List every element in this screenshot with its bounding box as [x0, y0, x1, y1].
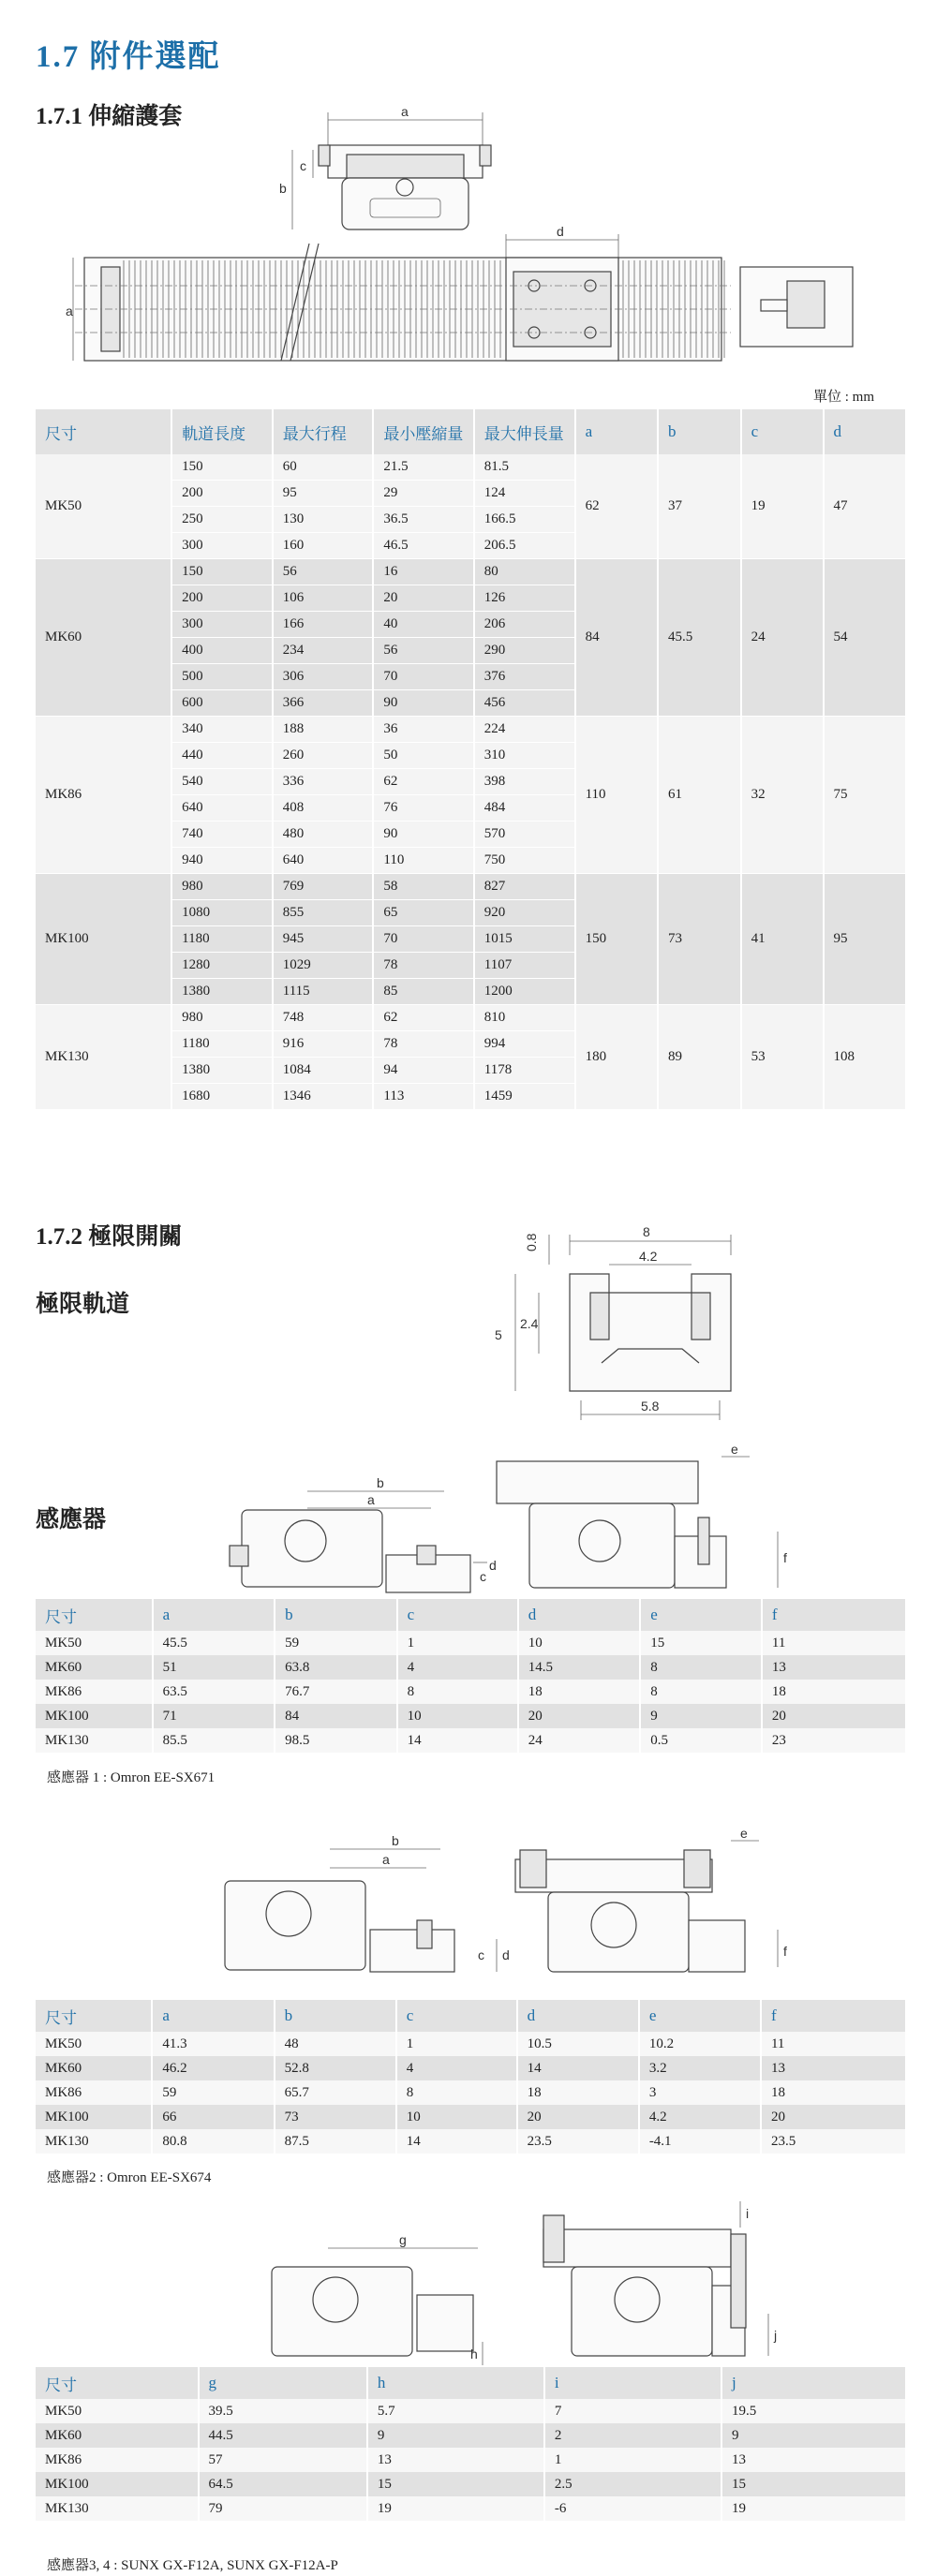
table-row — [36, 2496, 906, 2521]
sensor1-caption: 感應器 1 : Omron EE-SX671 — [47, 1770, 216, 1785]
th-f: f — [761, 2000, 906, 2032]
table-cell: 23.5 — [517, 2129, 639, 2154]
table-cell: 1115 — [273, 979, 374, 1005]
cell-a: 150 — [575, 874, 658, 1005]
table-cell: 10 — [518, 1631, 640, 1655]
table-cell: 1459 — [474, 1084, 575, 1110]
table-cell: 310 — [474, 743, 575, 769]
table-cell: 70 — [373, 664, 473, 690]
table-cell: 150 — [171, 559, 273, 585]
cell-c: 32 — [741, 717, 824, 874]
dim-b: b — [279, 181, 287, 196]
table-cell: 8 — [640, 1680, 762, 1704]
table-cell: 11 — [761, 2032, 906, 2056]
table-cell: 59 — [152, 2080, 274, 2105]
table-cell: 10 — [396, 2105, 517, 2129]
table-cell: 20 — [517, 2105, 639, 2129]
sensor3-caption: 感應器3, 4 : SUNX GX-F12A, SUNX GX-F12A-P — [47, 2558, 338, 2573]
table-cell: 90 — [373, 690, 473, 717]
cell-b: 73 — [658, 874, 741, 1005]
th-b: b — [275, 1599, 396, 1631]
table-cell: 70 — [373, 926, 473, 953]
table-cell: 234 — [273, 638, 374, 664]
cell-size: MK86 — [36, 717, 171, 874]
table-cell: 206 — [474, 612, 575, 638]
table-cell: 73 — [275, 2105, 396, 2129]
table-cell: 18 — [517, 2080, 639, 2105]
table-cell: 94 — [373, 1058, 473, 1084]
cell-a: 180 — [575, 1005, 658, 1110]
table-cell: 46.2 — [152, 2056, 274, 2080]
table-cell: 64.5 — [199, 2472, 367, 2496]
table-cell: 14 — [517, 2056, 639, 2080]
table-cell: MK50 — [36, 2399, 199, 2423]
th-a: a — [153, 1599, 275, 1631]
cell-c: 24 — [741, 559, 824, 717]
unit-label: 單位 : mm — [813, 390, 875, 405]
table-cell: 59 — [275, 1631, 396, 1655]
th-i: i — [544, 2367, 721, 2399]
table-cell: 41.3 — [152, 2032, 274, 2056]
table-cell: MK86 — [36, 2448, 199, 2472]
table-cell: 13 — [721, 2448, 906, 2472]
rail-dim-inner: 4.2 — [639, 1249, 658, 1264]
s3-dim-g: g — [399, 2232, 407, 2247]
table-cell: 1200 — [474, 979, 575, 1005]
table-cell: 20 — [373, 585, 473, 612]
th-size: 尺寸 — [36, 409, 171, 454]
table-cell: MK86 — [36, 2080, 152, 2105]
table-cell: 980 — [171, 874, 273, 900]
th-e: e — [640, 1599, 762, 1631]
s2-dim-e: e — [740, 1826, 748, 1841]
table-cell: 85.5 — [153, 1728, 275, 1753]
table-cell: 1180 — [171, 926, 273, 953]
table-cell: 9 — [721, 2423, 906, 2448]
s1-dim-e: e — [731, 1442, 738, 1457]
cell-a: 62 — [575, 454, 658, 559]
table-row — [36, 2472, 906, 2496]
table-cell: 408 — [273, 795, 374, 822]
rail-dim-h: 5 — [495, 1327, 502, 1342]
table-cell: 7 — [544, 2399, 721, 2423]
table-cell: 14 — [397, 1728, 518, 1753]
table-cell: 106 — [273, 585, 374, 612]
table-cell: 290 — [474, 638, 575, 664]
table-cell: 51 — [153, 1655, 275, 1680]
table-cell: 65 — [373, 900, 473, 926]
table-cell: 90 — [373, 822, 473, 848]
table-cell: 484 — [474, 795, 575, 822]
th-e: e — [639, 2000, 761, 2032]
cell-size: MK60 — [36, 559, 171, 717]
table-cell: 84 — [275, 1704, 396, 1728]
table-cell: 827 — [474, 874, 575, 900]
table-cell: 126 — [474, 585, 575, 612]
table-cell: 21.5 — [373, 454, 473, 481]
table-cell: 76 — [373, 795, 473, 822]
table-cell: 340 — [171, 717, 273, 743]
th-b: b — [275, 2000, 396, 2032]
th-a: a — [152, 2000, 274, 2032]
table-cell: 570 — [474, 822, 575, 848]
table-cell: 78 — [373, 1031, 473, 1058]
table-cell: MK100 — [36, 2105, 152, 2129]
table-cell: 14 — [396, 2129, 517, 2154]
table-cell: 440 — [171, 743, 273, 769]
table-cell: 206.5 — [474, 533, 575, 559]
table-cell: 920 — [474, 900, 575, 926]
table-cell: 80.8 — [152, 2129, 274, 2154]
table-cell: 398 — [474, 769, 575, 795]
table-cell: MK100 — [36, 2472, 199, 2496]
table-row — [36, 2399, 906, 2423]
table-cell: 4 — [396, 2056, 517, 2080]
table-cell: 855 — [273, 900, 374, 926]
table-cell: 16 — [373, 559, 473, 585]
section-title: 1.7 附件選配 — [36, 40, 221, 74]
table-cell: 1 — [397, 1631, 518, 1655]
table-cell: 36.5 — [373, 507, 473, 533]
th-a: a — [575, 409, 658, 454]
table-cell: 1180 — [171, 1031, 273, 1058]
th-rail-length: 軌道長度 — [171, 409, 273, 454]
table-cell: 52.8 — [275, 2056, 396, 2080]
table-cell: MK100 — [36, 1704, 153, 1728]
table-row — [36, 2448, 906, 2472]
rail-title: 極限軌道 — [36, 1292, 130, 1317]
table-cell: 640 — [273, 848, 374, 874]
table-cell: 600 — [171, 690, 273, 717]
table-cell: 1015 — [474, 926, 575, 953]
cell-c: 41 — [741, 874, 824, 1005]
th-b: b — [658, 409, 741, 454]
table-cell: 1380 — [171, 979, 273, 1005]
table-cell: 110 — [373, 848, 473, 874]
th-min-compression: 最小壓縮量 — [373, 409, 473, 454]
table-cell: 8 — [396, 2080, 517, 2105]
table-cell: 224 — [474, 717, 575, 743]
table-cell: 10 — [397, 1704, 518, 1728]
th-size: 尺寸 — [36, 1599, 153, 1631]
table-cell: 58 — [373, 874, 473, 900]
table-cell: 85 — [373, 979, 473, 1005]
table-cell: 19.5 — [721, 2399, 906, 2423]
table-cell: 80 — [474, 559, 575, 585]
th-size: 尺寸 — [36, 2000, 152, 2032]
table-cell: 994 — [474, 1031, 575, 1058]
table-cell: 150 — [171, 454, 273, 481]
table-cell: MK60 — [36, 2423, 199, 2448]
s3-dim-h: h — [470, 2347, 478, 2361]
s2-dim-d: d — [502, 1947, 510, 1962]
table-cell: 18 — [762, 1680, 906, 1704]
table-cell: 19 — [721, 2496, 906, 2521]
table-cell: 15 — [640, 1631, 762, 1655]
table-cell: 336 — [273, 769, 374, 795]
table-cell: 200 — [171, 481, 273, 507]
table-cell: 63.8 — [275, 1655, 396, 1680]
th-max-extension: 最大伸長量 — [474, 409, 575, 454]
dim-a-side: a — [66, 303, 73, 318]
table-cell: 500 — [171, 664, 273, 690]
table-cell: 124 — [474, 481, 575, 507]
table-cell: 916 — [273, 1031, 374, 1058]
table-cell: 940 — [171, 848, 273, 874]
table-cell: 76.7 — [275, 1680, 396, 1704]
table-cell: MK130 — [36, 1728, 153, 1753]
table-cell: 980 — [171, 1005, 273, 1031]
cell-c: 53 — [741, 1005, 824, 1110]
table-cell: 3.2 — [639, 2056, 761, 2080]
table-cell: 2.5 — [544, 2472, 721, 2496]
table-cell: MK50 — [36, 2032, 152, 2056]
table-cell: 188 — [273, 717, 374, 743]
th-h: h — [367, 2367, 544, 2399]
table-cell: 23 — [762, 1728, 906, 1753]
table-cell: 23.5 — [761, 2129, 906, 2154]
table-cell: 40 — [373, 612, 473, 638]
table-cell: 60 — [273, 454, 374, 481]
th-max-stroke: 最大行程 — [273, 409, 374, 454]
table-cell: 1 — [544, 2448, 721, 2472]
table-cell: 10.2 — [639, 2032, 761, 2056]
table-cell: 87.5 — [275, 2129, 396, 2154]
table-cell: 11 — [762, 1631, 906, 1655]
table-cell: 400 — [171, 638, 273, 664]
table-cell: 1 — [396, 2032, 517, 2056]
table-cell: 300 — [171, 533, 273, 559]
table-cell: 456 — [474, 690, 575, 717]
table-cell: 98.5 — [275, 1728, 396, 1753]
table-cell: 20 — [518, 1704, 640, 1728]
table-cell: 62 — [373, 769, 473, 795]
table-cell: 13 — [761, 2056, 906, 2080]
table-cell: 13 — [762, 1655, 906, 1680]
table-cell: 18 — [761, 2080, 906, 2105]
table-cell: 65.7 — [275, 2080, 396, 2105]
cell-c: 19 — [741, 454, 824, 559]
table-cell: MK130 — [36, 2496, 199, 2521]
dim-a-top: a — [401, 104, 409, 119]
table-cell: 250 — [171, 507, 273, 533]
cell-b: 61 — [658, 717, 741, 874]
cell-a: 110 — [575, 717, 658, 874]
table-cell: 56 — [373, 638, 473, 664]
table-cell: 1029 — [273, 953, 374, 979]
table-header-row — [36, 2367, 906, 2399]
table-cell: MK60 — [36, 1655, 153, 1680]
table-cell: 18 — [518, 1680, 640, 1704]
table-cell: 4 — [397, 1655, 518, 1680]
th-c: c — [397, 1599, 518, 1631]
table-cell: 39.5 — [199, 2399, 367, 2423]
table-cell: 13 — [367, 2448, 544, 2472]
table-cell: 166 — [273, 612, 374, 638]
cell-a: 84 — [575, 559, 658, 717]
table-cell: 1680 — [171, 1084, 273, 1110]
s2-dim-a: a — [382, 1852, 390, 1867]
table-cell: 10.5 — [517, 2032, 639, 2056]
table-cell: 740 — [171, 822, 273, 848]
s1-dim-c: c — [480, 1569, 486, 1584]
th-c: c — [396, 2000, 517, 2032]
table-cell: 57 — [199, 2448, 367, 2472]
cell-d: 47 — [824, 454, 906, 559]
table-cell: 166.5 — [474, 507, 575, 533]
table-cell: 5.7 — [367, 2399, 544, 2423]
table-cell: 15 — [367, 2472, 544, 2496]
table-cell: 62 — [373, 1005, 473, 1031]
table-cell: 750 — [474, 848, 575, 874]
th-size: 尺寸 — [36, 2367, 199, 2399]
table-cell: 3 — [639, 2080, 761, 2105]
rail-dim-w: 8 — [643, 1224, 650, 1239]
cell-d: 95 — [824, 874, 906, 1005]
th-g: g — [199, 2367, 367, 2399]
th-c: c — [741, 409, 824, 454]
cell-d: 54 — [824, 559, 906, 717]
table-cell: -6 — [544, 2496, 721, 2521]
th-d: d — [518, 1599, 640, 1631]
table-cell: 36 — [373, 717, 473, 743]
table-cell: 56 — [273, 559, 374, 585]
table-cell: 19 — [367, 2496, 544, 2521]
table-cell: 260 — [273, 743, 374, 769]
s1-dim-a: a — [367, 1492, 375, 1507]
sensor3-table — [36, 2367, 907, 2521]
table-cell: 4.2 — [639, 2105, 761, 2129]
table-cell: 160 — [273, 533, 374, 559]
table-cell: 306 — [273, 664, 374, 690]
table-cell: 79 — [199, 2496, 367, 2521]
table-cell: MK130 — [36, 2129, 152, 2154]
cell-b: 37 — [658, 454, 741, 559]
s2-dim-b: b — [392, 1833, 399, 1848]
table-cell: 20 — [761, 2105, 906, 2129]
table-cell: 480 — [273, 822, 374, 848]
table-cell: 769 — [273, 874, 374, 900]
table-cell: 78 — [373, 953, 473, 979]
cell-size: MK50 — [36, 454, 171, 559]
table-cell: 95 — [273, 481, 374, 507]
cell-b: 89 — [658, 1005, 741, 1110]
table-cell: 66 — [152, 2105, 274, 2129]
table-cell: 366 — [273, 690, 374, 717]
table-row — [36, 2423, 906, 2448]
s2-dim-c: c — [478, 1947, 484, 1962]
cell-b: 45.5 — [658, 559, 741, 717]
sensor2-caption: 感應器2 : Omron EE-SX674 — [47, 2170, 212, 2185]
table-cell: 2 — [544, 2423, 721, 2448]
table-cell: 44.5 — [199, 2423, 367, 2448]
table-cell: 48 — [275, 2032, 396, 2056]
table-cell: 81.5 — [474, 454, 575, 481]
s1-dim-b: b — [377, 1475, 384, 1490]
table-cell: 0.5 — [640, 1728, 762, 1753]
table-cell: 29 — [373, 481, 473, 507]
cell-d: 108 — [824, 1005, 906, 1110]
th-d: d — [517, 2000, 639, 2032]
table-cell: 300 — [171, 612, 273, 638]
s2-dim-f: f — [783, 1944, 787, 1959]
cell-d: 75 — [824, 717, 906, 874]
table-cell: 945 — [273, 926, 374, 953]
table-cell: 24 — [518, 1728, 640, 1753]
table-cell: 1080 — [171, 900, 273, 926]
dim-d: d — [557, 224, 564, 239]
table-cell: 9 — [367, 2423, 544, 2448]
rail-dim-mid: 2.4 — [520, 1316, 539, 1331]
rail-dim-bottom: 5.8 — [641, 1399, 660, 1414]
table-cell: 1380 — [171, 1058, 273, 1084]
table-cell: 640 — [171, 795, 273, 822]
table-cell: 130 — [273, 507, 374, 533]
table-cell: 8 — [397, 1680, 518, 1704]
th-f: f — [762, 1599, 906, 1631]
s1-dim-f: f — [783, 1550, 787, 1565]
th-j: j — [721, 2367, 906, 2399]
table-cell: 14.5 — [518, 1655, 640, 1680]
table-cell: 46.5 — [373, 533, 473, 559]
th-d: d — [824, 409, 906, 454]
table-cell: 63.5 — [153, 1680, 275, 1704]
table-cell: 810 — [474, 1005, 575, 1031]
table-cell: 748 — [273, 1005, 374, 1031]
table-cell: 1084 — [273, 1058, 374, 1084]
table-cell: MK86 — [36, 1680, 153, 1704]
table-cell: 200 — [171, 585, 273, 612]
table-cell: MK60 — [36, 2056, 152, 2080]
sensor-title: 感應器 — [36, 1507, 107, 1532]
table-cell: 1346 — [273, 1084, 374, 1110]
limit-title: 1.7.2 極限開關 — [36, 1224, 183, 1250]
table-cell: 8 — [640, 1655, 762, 1680]
table-cell: 45.5 — [153, 1631, 275, 1655]
dim-c: c — [300, 158, 306, 173]
table-cell: 71 — [153, 1704, 275, 1728]
table-cell: 1178 — [474, 1058, 575, 1084]
table-cell: 15 — [721, 2472, 906, 2496]
cell-size: MK100 — [36, 874, 171, 1005]
table-cell: MK50 — [36, 1631, 153, 1655]
s1-dim-d: d — [489, 1558, 497, 1573]
table-cell: 540 — [171, 769, 273, 795]
cell-size: MK130 — [36, 1005, 171, 1110]
table-cell: 376 — [474, 664, 575, 690]
table-cell: 50 — [373, 743, 473, 769]
table-cell: 9 — [640, 1704, 762, 1728]
table-cell: 113 — [373, 1084, 473, 1110]
s3-dim-i: i — [746, 2206, 750, 2221]
table-cell: 1280 — [171, 953, 273, 979]
table-cell: 1107 — [474, 953, 575, 979]
table-cell: 20 — [762, 1704, 906, 1728]
bellows-title: 1.7.1 伸縮護套 — [36, 104, 183, 129]
table-cell: -4.1 — [639, 2129, 761, 2154]
s3-dim-j: j — [774, 2328, 778, 2343]
rail-dim-top: 0.8 — [524, 1233, 539, 1251]
